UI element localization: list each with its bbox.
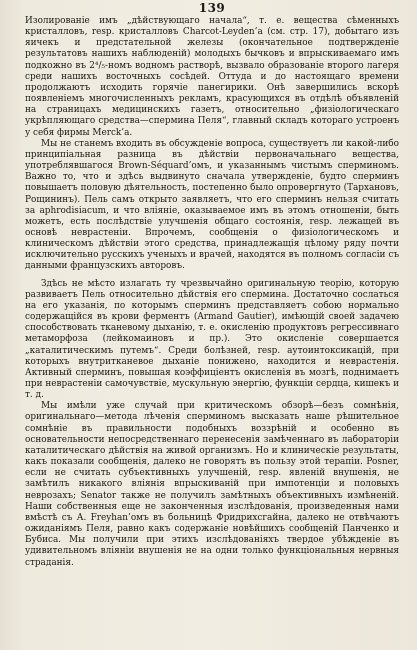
paragraph-3: Здѣсь не мѣсто излагать ту чрезвычайно оригинальную теорію, которую развиваетъ Пель относительно дѣйствія его спермина. Достаточно сослаться на его указанія, по которымъ сперминъ представляетъ собою нормально содержащійся въ крови ферментъ (Armand Gautier), имѣющій своей задачею способствовать тканевому дыханію, т. е. окисленію продуктовъ регрессивнаго метаморфоза (лейкомаиновъ и пр.). Это окисленіе совершается „каталитическимъ путемъ“. Среди болѣзней, resp. аутоинтоксикацій, при которыхъ внутритканевое дыханіе понижено, находится и неврастенія. Активный сперминъ, повышая коэффиціентъ окисленія въ мозгѣ, поднимаетъ при неврастеніи самочувствіе, мускульную энергію, функціи сердца, кишекъ и т. д. (25, 278, 399, 401)
paragraph-1: Изолированіе имъ „дѣйствующаго начала“, т. е. вещества сѣменныхъ кристалловъ, resp. кристалловъ Charcot-Leyden’a (см. стр. 17), добытаго изъ яичекъ и предстательной железы (окончательное подтвержденіе результатовъ нашихъ наблюденій) молодыхъ бычковъ и впрыскиваемаго имъ подкожно въ 2⁴/₅-номъ водномъ растворѣ, вызвало образованіе второго лагеря среди нашихъ восточныхъ сосѣдей. Оттуда и до настоящаго времени продолжаютъ исходить горячіе панегирики. Онѣ завершились вскорѣ появленіемъ многочисленныхъ рекламъ, красующихся въ отдѣлѣ объявленій на страницахъ медицинскихъ газетъ, относительно „физіологическаго укрѣпляющаго средства—спермина Пеля“, главный складъ котораго устроенъ у себя фирмы Merck’a. (25, 16, 399, 138)
paragraph-2: Мы не станемъ входить въ обсужденіе вопроса, существуетъ ли какой-либо принципіальная разница въ дѣйствіи первоначальнаго вещества, употреблявшагося Brown-Séquard’омъ, и указаннымъ чистымъ сперминомъ. Важно то, что и здѣсь выдвинуто сначала утвержденіе, будто сперминъ повышаетъ половую дѣятельность, постепенно было опровергнуто (Тархановъ, Рощининъ). Пель самъ открыто заявляетъ, что его сперминъ нельзя считать за aphrodisiacum, и что вліяніе, оказываемое имъ въ этомъ отношеніи, быть можетъ, есть послѣдствіе улучшенія общаго состоянія, resp. лежащей въ основѣ неврастеніи. Впрочемъ, сообщенія о физіологическомъ и клиническомъ дѣйствіи этого средства, принадлежащія цѣлому ряду почти исключительно русскихъ ученыхъ и врачей, находятся въ полномъ согласіи съ данными французскихъ авторовъ. (25, 138, 399, 272)
paragraph-4: Мы имѣли уже случай при критическомъ обзорѣ—безъ сомнѣнія, оригинальнаго—метода лѣченія сперминомъ высказать наше рѣшительное сомнѣніе въ правильности подобныхъ воззрѣній и особенно въ основательности непосредственнаго перенесенія замѣченнаго въ лабораторіи каталитическаго дѣйствія на живой организмъ. Но и клиническіе результаты, какъ показали сообщенія, далеко не говорятъ въ пользу этой терапіи. Posner, если не считать субъективныхъ улучшеній, resp. явленій внушенія, не замѣтилъ никакого вліянія впрыскиваній при импотенціи и половыхъ неврозахъ; Senator также не получилъ замѣтныхъ объективныхъ измѣненій. Наши собственныя еще не законченныя изслѣдованія, произведенныя нами вмѣстѣ съ А. Freyhan’омъ въ больницѣ Фридрихсгайна, далеко не отвѣчаютъ ожиданіямъ Пеля, равно какъ содержаніе новѣйшихъ сообщеній Панченко и Бубиса. Мы получили при этихъ изслѣдованіяхъ твердое убѣжденіе въ удивительномъ вліяніи внушенія не на одни только функціональныя нервныя страданія. (25, 401, 399, 568)
body-text (25, 16, 399, 569)
page-number: 139 (198, 1, 226, 15)
